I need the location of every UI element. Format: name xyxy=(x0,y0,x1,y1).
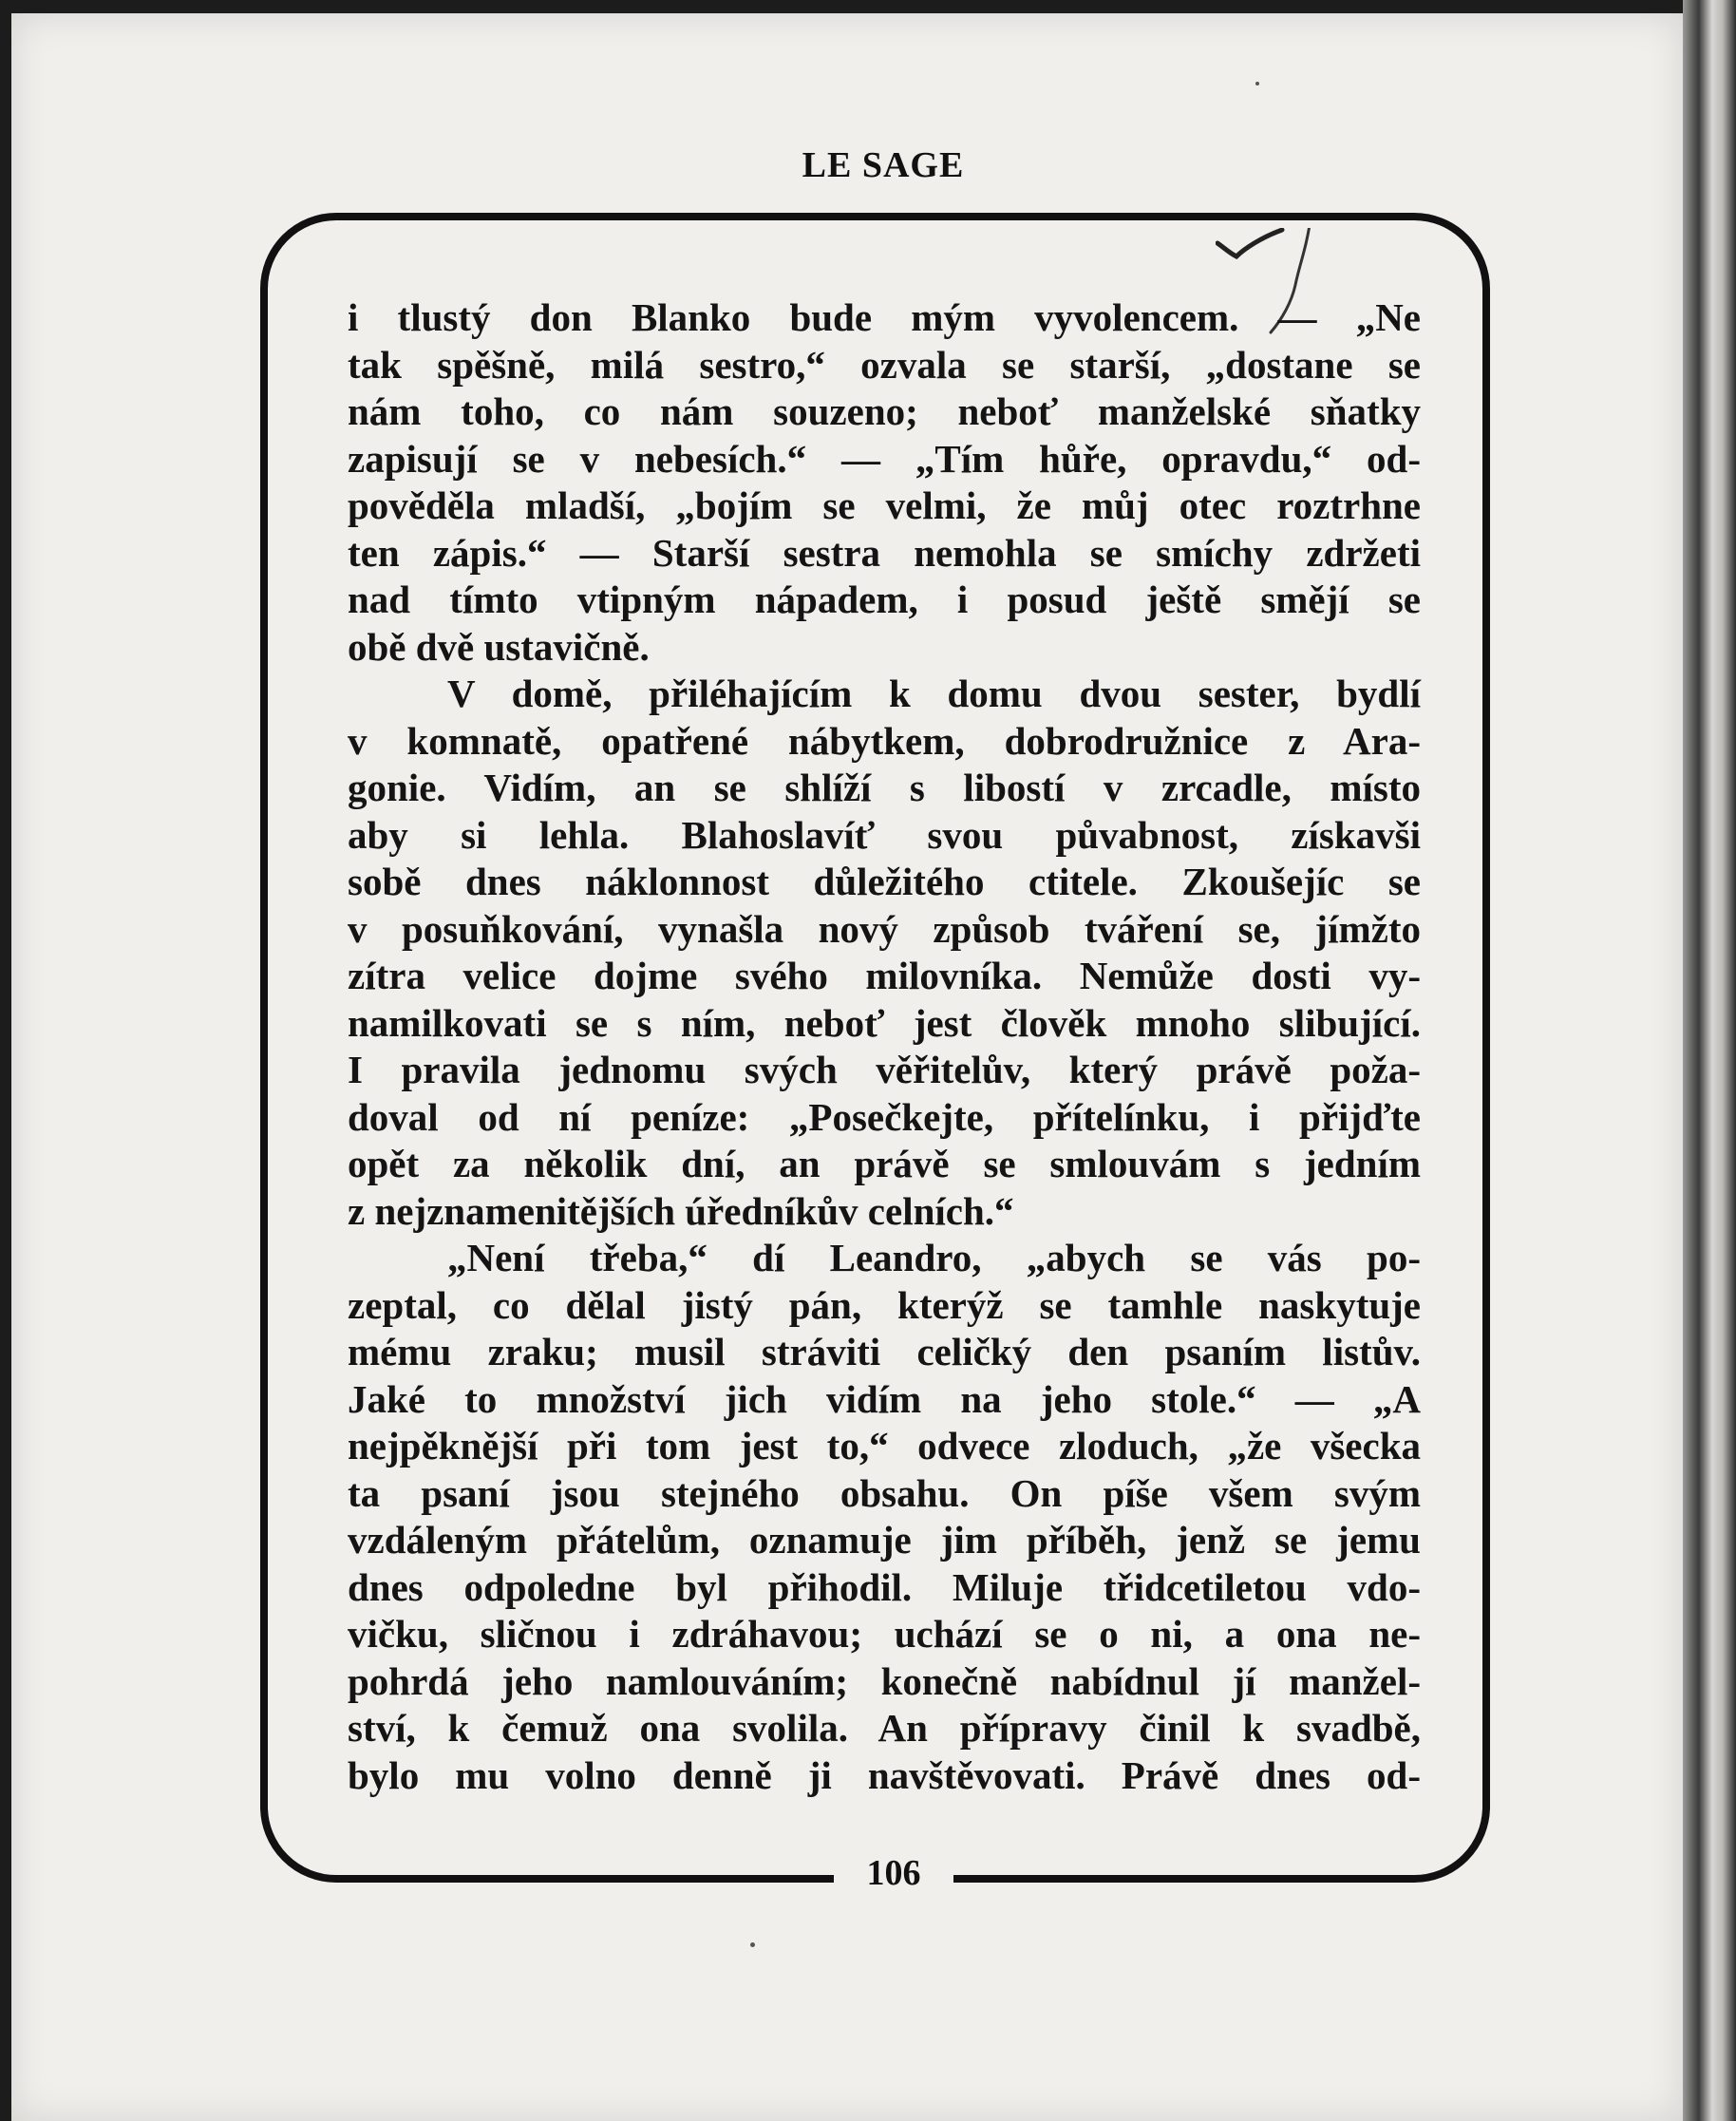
text-line: ství, k čemuž ona svolila. An přípravy činil k svadbě, xyxy=(348,1706,1421,1750)
text-line: zítra velice dojme svého milovníka. Nemůže dosti vy- xyxy=(348,954,1421,997)
text-line: vzdáleným přátelům, oznamuje jim příběh, jenž se jemu xyxy=(348,1518,1421,1562)
text-line: sobě dnes náklonnost důležitého ctitele. Zkoušejíc se xyxy=(348,860,1421,903)
text-line: ta psaní jsou stejného obsahu. On píše všem svým xyxy=(348,1470,1421,1515)
page-number: 106 xyxy=(866,1853,921,1893)
text-line: v komnatě, opatřené nábytkem, dobrodružnice z Ara- xyxy=(348,718,1421,763)
text-line: bylo mu volno denně ji navštěvovati. Právě dnes od- xyxy=(348,1752,1421,1797)
text-line: gonie. Vidím, an se shlíží s libostí v zrcadle, místo xyxy=(348,766,1421,809)
text-line: Jaké to množství jich vidím na jeho stole.“ — „A xyxy=(348,1376,1421,1421)
text-line: nejpěknější při tom jest to,“ odvece zloduch, „že všecka xyxy=(348,1424,1421,1468)
running-title: LE SAGE xyxy=(802,145,965,185)
text-line: doval od ní peníze: „Posečkejte, přítelínku, i přijďte xyxy=(348,1094,1421,1139)
text-line: i tlustý don Blanko bude mým vyvolencem. — „Ne xyxy=(348,295,1421,339)
text-line: nad tímto vtipným nápadem, i posud ještě smějí se xyxy=(348,578,1421,621)
text-line: I pravila jednomu svých věřitelův, který právě poža- xyxy=(348,1048,1421,1091)
text-line: obě dvě ustavičně. xyxy=(348,624,650,669)
text-line: pohrdá jeho namlouváním; konečně nabídnul jí manžel- xyxy=(348,1658,1421,1703)
text-line: v posuňkování, vynašla nový způsob tváření se, jímžto xyxy=(348,906,1421,951)
text-line: V domě, přiléhajícím k domu dvou sester, bydlí xyxy=(447,672,1421,715)
text-line: aby si lehla. Blahoslavíť svou půvabnost, získavši xyxy=(348,812,1421,857)
text-line: tak spěšně, milá sestro,“ ozvala se starší, „dostane se xyxy=(348,342,1421,387)
body-text xyxy=(348,294,1421,1799)
text-line: nám toho, co nám souzeno; neboť manželské sňatky xyxy=(348,389,1421,433)
text-line: zeptal, co dělal jistý pán, kterýž se tamhle naskytuje xyxy=(348,1282,1421,1327)
dust-speck xyxy=(750,1942,755,1947)
text-line: zapisují se v nebesích.“ — „Tím hůře, opravdu,“ od- xyxy=(348,436,1421,481)
text-line: „Není třeba,“ dí Leandro, „abych se vás po- xyxy=(447,1236,1421,1279)
text-line: namilkovati se s ním, neboť jest člověk mnoho slibující. xyxy=(348,1000,1421,1045)
text-line: dnes odpoledne byl přihodil. Miluje třidcetiletou vdo- xyxy=(348,1564,1421,1609)
text-line: vičku, sličnou i zdráhavou; uchází se o ni, a ona ne- xyxy=(348,1612,1421,1656)
text-line: ten zápis.“ — Starší sestra nemohla se smíchy zdržeti xyxy=(348,530,1421,575)
text-line: mému zraku; musil stráviti celičký den psaním listův. xyxy=(348,1330,1421,1373)
dust-speck xyxy=(1255,82,1259,85)
text-line: pověděla mladší, „bojím se velmi, že můj otec roztrhne xyxy=(348,483,1421,527)
page-edge xyxy=(1683,0,1736,2121)
text-line: opět za několik dní, an právě se smlouvám s jedním xyxy=(348,1142,1421,1185)
text-line: z nejznamenitějších úředníkův celních.“ xyxy=(348,1188,1014,1233)
